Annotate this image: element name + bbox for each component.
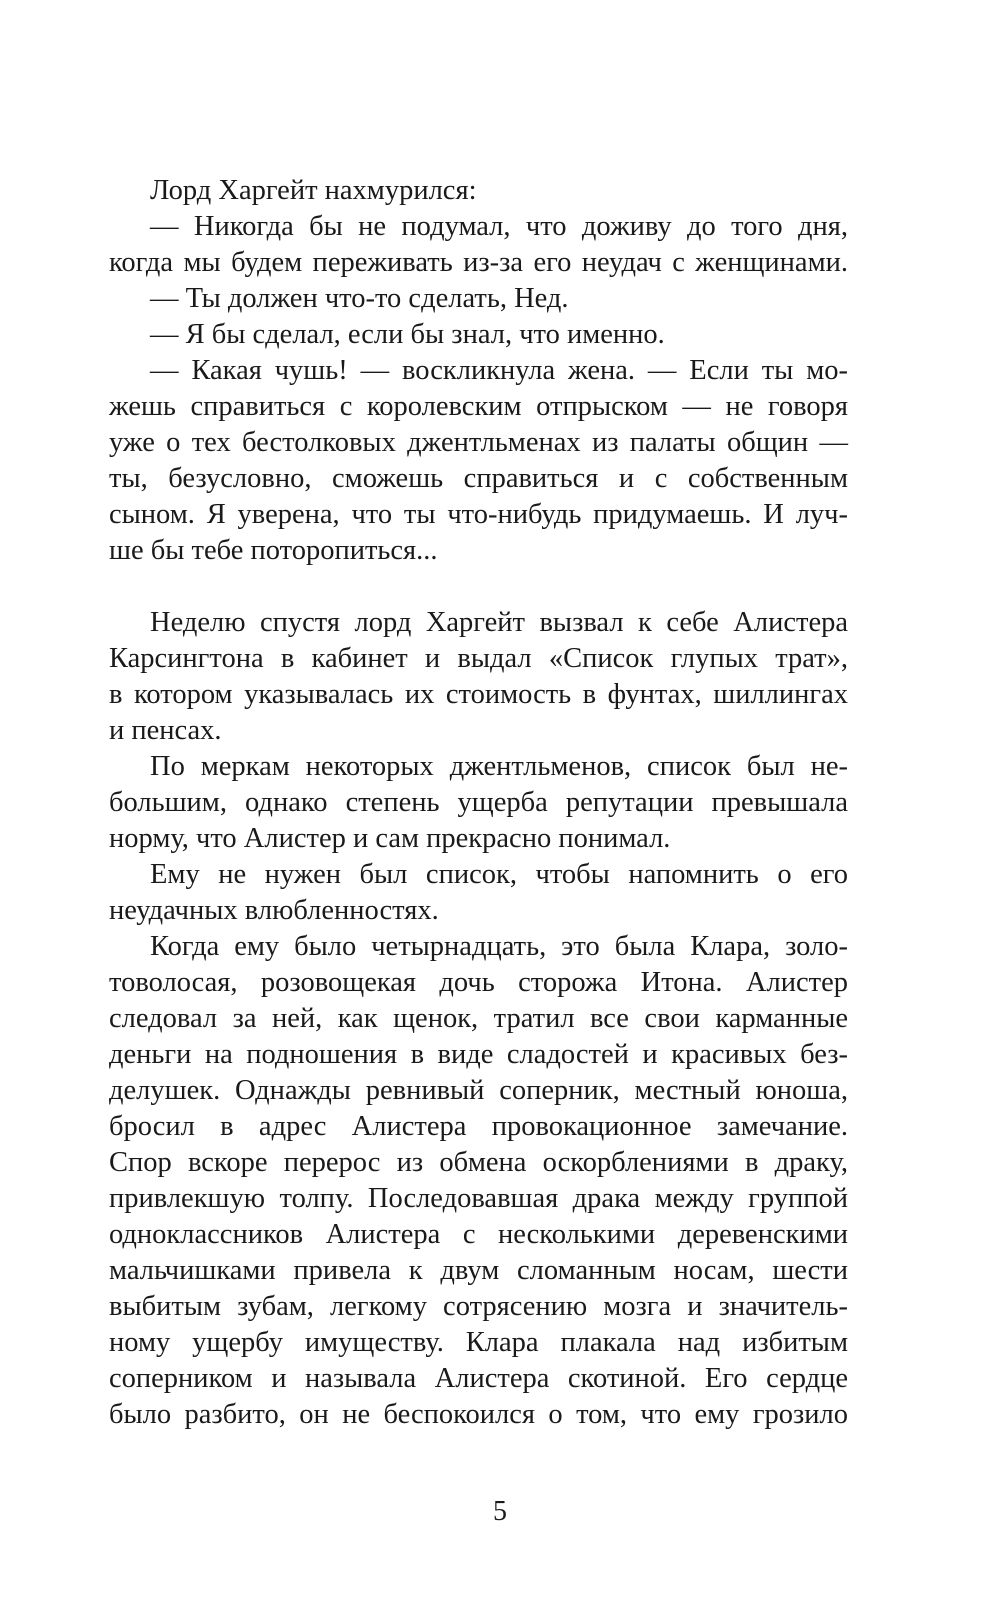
text-line: товолосая, розовощекая дочь сторожа Итона. Алистер [109,967,848,998]
text-line: ному ущербу имуществу. Клара плакала над избитым [109,1327,848,1358]
text-line: — Ты должен что-то сделать, Нед. [150,283,569,314]
text-line: Спор вскоре перерос из обмена оскорблениями в драку, [109,1147,848,1178]
text-line: Ему не нужен был список, чтобы напомнить о его [150,859,848,890]
text-line: когда мы будем переживать из-за его неудач с женщинами. [109,247,848,278]
text-line: в котором указывалась их стоимость в фунтах, шиллингах [109,679,848,710]
text-line: большим, однако степень ущерба репутации превышала [109,787,848,818]
text-line: жешь справиться с королевским отпрыском — не говоря [109,391,848,422]
text-line: одноклассников Алистера с несколькими деревенскими [109,1219,848,1250]
text-line: норму, что Алистер и сам прекрасно понимал. [109,823,671,854]
text-line: следовал за ней, как щенок, тратил все свои карманные [109,1003,848,1034]
page-number: 5 [493,1496,507,1527]
text-line: выбитым зубам, легкому сотрясению мозга и значитель- [109,1291,848,1322]
text-line: — Какая чушь! — воскликнула жена. — Если ты мо- [150,355,848,386]
text-line: уже о тех бестолковых джентльменах из палаты общин — [109,427,848,458]
text-line: делушек. Однажды ревнивый соперник, местный юноша, [109,1075,848,1106]
text-line: ты, безусловно, сможешь справиться и с собственным [109,463,848,494]
text-line: мальчишками привела к двум сломанным носам, шести [109,1255,848,1286]
text-line: Лорд Харгейт нахмурился: [150,175,477,206]
text-line: — Я бы сделал, если бы знал, что именно. [150,319,665,350]
text-line: соперником и называла Алистера скотиной. Его сердце [109,1363,848,1394]
text-line: сыном. Я уверена, что ты что-нибудь придумаешь. И луч- [109,499,848,530]
text-line: По меркам некоторых джентльменов, список был не- [150,751,848,782]
text-line: привлекшую толпу. Последовавшая драка между группой [109,1183,848,1214]
text-line: бросил в адрес Алистера провокационное замечание. [109,1111,848,1142]
text-line: Карсингтона в кабинет и выдал «Список глупых трат», [109,643,848,674]
text-line: и пенсах. [109,715,222,746]
text-line: неудачных влюбленностях. [109,895,439,926]
text-line: ше бы тебе поторопиться... [109,535,438,566]
text-line: Неделю спустя лорд Харгейт вызвал к себе Алистера [150,607,848,638]
text-line: Когда ему было четырнадцать, это была Клара, золо- [150,931,848,962]
text-line: деньги на подношения в виде сладостей и красивых без- [109,1039,848,1070]
text-line: было разбито, он не беспокоился о том, что ему грозило [109,1399,848,1430]
text-line: — Никогда бы не подумал, что доживу до того дня, [150,211,848,242]
